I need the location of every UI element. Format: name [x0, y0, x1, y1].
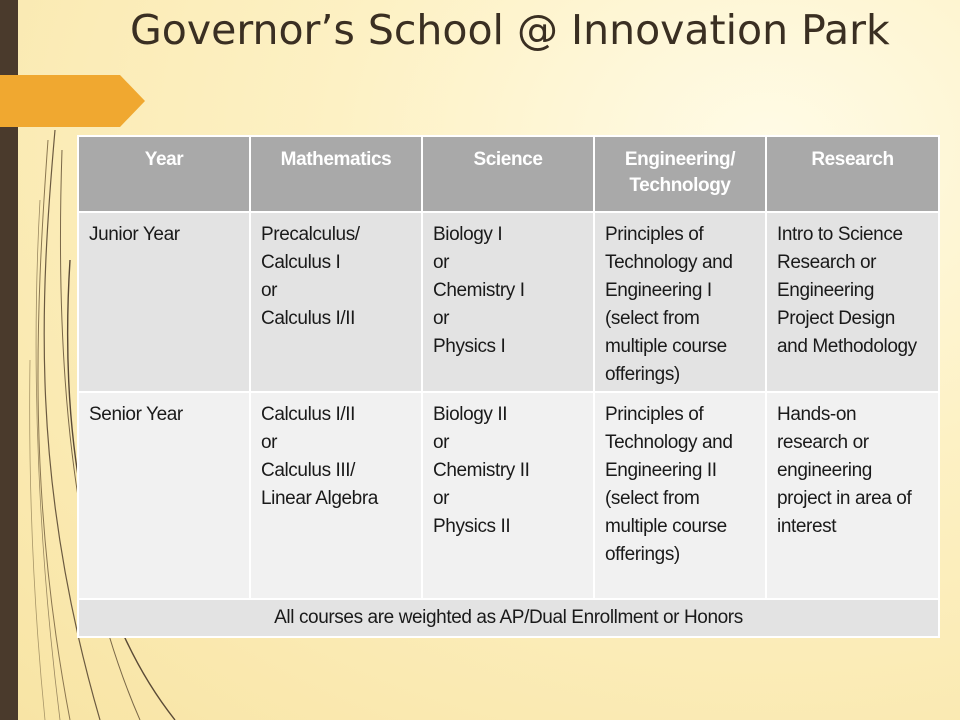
- header-engineering-technology: Engineering/ Technology: [594, 136, 766, 212]
- cell-mathematics: Precalculus/ Calculus I or Calculus I/II: [250, 212, 422, 392]
- table-header-row: [78, 136, 939, 212]
- header-research: Research: [766, 136, 939, 212]
- cell-science: Biology I or Chemistry I or Physics I: [422, 212, 594, 392]
- table-row-senior-year: [78, 392, 939, 599]
- header-mathematics: Mathematics: [250, 136, 422, 212]
- cell-research: Intro to Science Research or Engineering Project Design and Methodology: [766, 212, 939, 392]
- curriculum-table: [77, 135, 940, 638]
- cell-mathematics: Calculus I/II or Calculus III/ Linear Algebra: [250, 392, 422, 599]
- cell-engineering: Principles of Technology and Engineering II (select from multiple course offerings): [594, 392, 766, 599]
- cell-research: Hands-on research or engineering project in area of interest: [766, 392, 939, 599]
- cell-engineering: Principles of Technology and Engineering I (select from multiple course offerings): [594, 212, 766, 392]
- header-year: Year: [78, 136, 250, 212]
- cell-year: Junior Year: [78, 212, 250, 392]
- header-science: Science: [422, 136, 594, 212]
- cell-year: Senior Year: [78, 392, 250, 599]
- accent-arrow-tab: [0, 75, 145, 127]
- slide-title: Governor’s School @ Innovation Park: [130, 6, 890, 54]
- footer-note: All courses are weighted as AP/Dual Enrollment or Honors: [78, 599, 939, 637]
- cell-science: Biology II or Chemistry II or Physics II: [422, 392, 594, 599]
- table-row-junior-year: [78, 212, 939, 392]
- table-footer-row: [78, 599, 939, 637]
